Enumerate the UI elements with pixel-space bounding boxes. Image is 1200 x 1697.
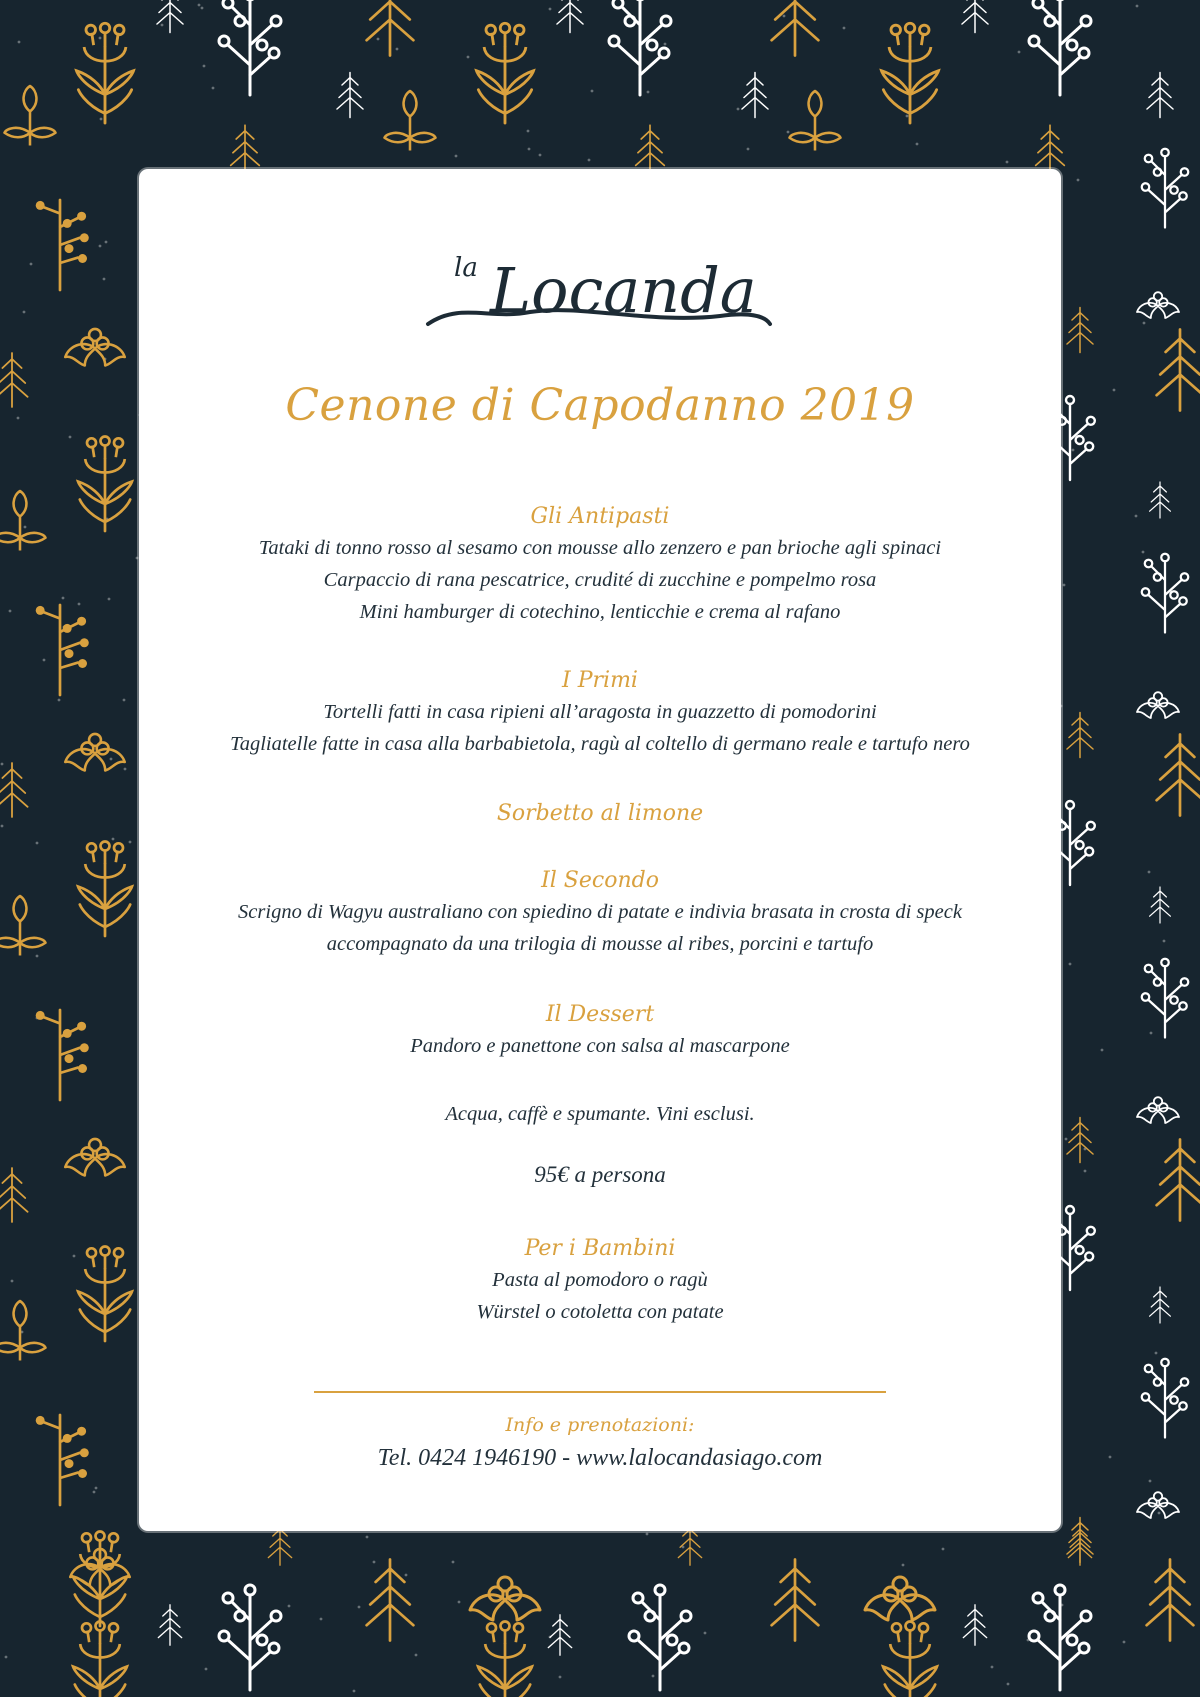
flower-icon xyxy=(883,1622,937,1697)
tree-icon xyxy=(636,125,665,175)
menu-item: Mini hamburger di cotechino, lenticchie e crema al rafano xyxy=(359,601,841,623)
star-dot-icon xyxy=(93,1491,96,1494)
star-dot-icon xyxy=(288,1605,291,1608)
star-dot-icon xyxy=(458,1601,461,1604)
star-dot-icon xyxy=(73,1255,76,1258)
star-dot-icon xyxy=(377,38,380,41)
star-dot-icon xyxy=(646,1533,649,1536)
star-dot-icon xyxy=(36,842,39,845)
star-dot-icon xyxy=(1158,1512,1161,1515)
star-dot-icon xyxy=(212,87,215,90)
price-text: 95€ a persona xyxy=(534,1162,666,1187)
twig-icon xyxy=(1142,149,1189,228)
star-dot-icon xyxy=(9,610,12,613)
star-dot-icon xyxy=(30,263,33,266)
flower-icon xyxy=(78,842,132,937)
twig-icon xyxy=(1029,0,1091,95)
tree-icon xyxy=(772,1560,819,1641)
section-dessert xyxy=(142,1000,1058,1062)
holly-icon xyxy=(65,329,125,366)
tree-icon xyxy=(678,1525,701,1566)
star-dot-icon xyxy=(198,4,201,7)
star-dot-icon xyxy=(1072,449,1075,452)
star-dot-icon xyxy=(1065,1138,1068,1141)
holly-icon xyxy=(65,1139,125,1176)
star-dot-icon xyxy=(1018,51,1021,54)
tree-icon xyxy=(742,73,768,118)
star-dot-icon xyxy=(18,41,21,44)
tree-icon xyxy=(0,353,28,407)
star-dot-icon xyxy=(467,56,470,59)
menu-card xyxy=(142,172,1058,1528)
star-dot-icon xyxy=(902,1564,905,1567)
berry-branch-icon xyxy=(36,1010,89,1100)
page-title: Cenone di Capodanno 2019 xyxy=(285,380,915,431)
star-dot-icon xyxy=(647,91,650,94)
star-dot-icon xyxy=(161,24,164,27)
star-dot-icon xyxy=(1149,1480,1152,1483)
star-dot-icon xyxy=(17,417,20,420)
tree-icon xyxy=(772,0,819,55)
sprout-icon xyxy=(0,491,45,551)
info-block xyxy=(142,1410,1058,1476)
divider-line xyxy=(314,1391,886,1393)
tree-icon xyxy=(157,0,183,33)
star-dot-icon xyxy=(916,143,919,146)
tree-icon xyxy=(963,1605,986,1646)
star-dot-icon xyxy=(664,43,667,46)
flower-icon xyxy=(882,23,939,123)
sprout-icon xyxy=(790,91,841,151)
star-dot-icon xyxy=(95,1487,98,1490)
menu-item: Carpaccio di rana pescatrice, crudité di zucchine e pompelmo rosa xyxy=(323,569,877,591)
holly-icon xyxy=(1137,292,1179,318)
star-dot-icon xyxy=(906,115,909,118)
star-dot-icon xyxy=(747,148,750,151)
menu-item: Würstel o cotoletta con patate xyxy=(476,1301,724,1323)
star-dot-icon xyxy=(99,245,102,248)
star-dot-icon xyxy=(62,597,65,600)
section-sorbetto xyxy=(142,799,1058,829)
star-dot-icon xyxy=(1084,1170,1087,1173)
flower-icon xyxy=(78,1247,132,1342)
star-dot-icon xyxy=(452,1561,455,1564)
star-dot-icon xyxy=(991,1666,994,1669)
info-heading: Info e prenotazioni: xyxy=(505,1414,695,1436)
tree-icon xyxy=(1157,1140,1200,1221)
sprout-icon xyxy=(0,896,45,956)
star-dot-icon xyxy=(108,598,111,601)
star-dot-icon xyxy=(136,557,139,560)
holly-icon xyxy=(65,734,125,771)
star-dot-icon xyxy=(353,1690,356,1693)
extras-note xyxy=(142,1098,1058,1130)
holly-icon xyxy=(470,1577,540,1620)
star-dot-icon xyxy=(1143,322,1146,325)
star-dot-icon xyxy=(139,414,142,417)
star-dot-icon xyxy=(559,1676,562,1679)
star-dot-icon xyxy=(1060,705,1063,708)
tree-icon xyxy=(1157,735,1200,816)
tree-icon xyxy=(1067,1118,1093,1163)
sprout-icon xyxy=(0,1301,45,1361)
star-dot-icon xyxy=(103,278,106,281)
tree-icon xyxy=(1150,1287,1171,1323)
star-dot-icon xyxy=(78,603,81,606)
star-dot-icon xyxy=(1155,1352,1158,1355)
sprout-icon xyxy=(385,91,436,151)
star-dot-icon xyxy=(1,763,4,766)
twig-icon xyxy=(1142,1359,1189,1438)
star-dot-icon xyxy=(320,1618,323,1621)
tree-icon xyxy=(1147,73,1173,118)
menu-item: Tagliatelle fatte in casa alla barbabietola, ragù al coltello di germano reale e tartufo nero xyxy=(230,733,970,755)
star-dot-icon xyxy=(783,15,786,18)
star-dot-icon xyxy=(358,1606,361,1609)
logo-big-text: Locanda xyxy=(490,254,757,327)
star-dot-icon xyxy=(1101,1049,1104,1052)
bambini-heading: Per i Bambini xyxy=(524,1236,676,1261)
star-dot-icon xyxy=(58,699,61,702)
tree-icon xyxy=(337,73,363,118)
star-dot-icon xyxy=(112,838,115,841)
dessert-heading: Il Dessert xyxy=(545,1002,655,1027)
star-dot-icon xyxy=(1142,551,1145,554)
star-dot-icon xyxy=(396,48,399,51)
star-dot-icon xyxy=(415,1654,418,1657)
tree-icon xyxy=(367,0,414,55)
star-dot-icon xyxy=(36,955,39,958)
primi-heading: I Primi xyxy=(562,668,638,693)
tree-icon xyxy=(0,1168,28,1222)
menu-item: Scrigno di Wagyu australiano con spiedino di patate e indivia brasata in crosta di speck xyxy=(238,901,962,923)
flower-icon xyxy=(77,23,134,123)
tree-icon xyxy=(1036,125,1065,175)
star-dot-icon xyxy=(704,1632,707,1635)
twig-icon xyxy=(1142,554,1189,633)
star-dot-icon xyxy=(43,659,46,662)
twig-icon xyxy=(1029,1585,1091,1690)
tree-icon xyxy=(158,1605,181,1646)
star-dot-icon xyxy=(528,148,531,151)
star-dot-icon xyxy=(787,131,790,134)
logo-small-text: la xyxy=(454,253,478,283)
star-dot-icon xyxy=(1148,871,1151,874)
star-dot-icon xyxy=(588,159,591,162)
tree-icon xyxy=(1150,482,1171,518)
flower-icon xyxy=(478,1622,532,1697)
tree-icon xyxy=(1147,1560,1194,1641)
star-dot-icon xyxy=(549,8,552,11)
star-dot-icon xyxy=(737,108,740,111)
star-dot-icon xyxy=(1,825,4,828)
twig-icon xyxy=(219,1585,281,1690)
tree-icon xyxy=(268,1525,291,1566)
sorbetto-heading: Sorbetto al limone xyxy=(496,801,704,826)
holly-icon xyxy=(1137,692,1179,718)
star-dot-icon xyxy=(100,118,103,121)
star-dot-icon xyxy=(652,1675,655,1678)
star-dot-icon xyxy=(527,130,530,133)
berry-branch-icon xyxy=(36,200,89,290)
star-dot-icon xyxy=(1150,1032,1153,1035)
star-dot-icon xyxy=(1109,1456,1112,1459)
tree-icon xyxy=(231,125,260,175)
star-dot-icon xyxy=(69,436,72,439)
holly-icon xyxy=(865,1577,935,1620)
star-dot-icon xyxy=(1136,5,1139,8)
menu-item: Tataki di tonno rosso al sesamo con mousse allo zenzero e pan brioche agli spinaci xyxy=(258,537,942,559)
tree-icon xyxy=(1067,713,1093,758)
holly-icon xyxy=(1137,1097,1179,1123)
star-dot-icon xyxy=(366,1536,369,1539)
star-dot-icon xyxy=(1113,389,1116,392)
twig-icon xyxy=(629,1585,691,1690)
star-dot-icon xyxy=(373,1561,376,1564)
star-dot-icon xyxy=(105,241,108,244)
menu-item: accompagnato da una trilogia di mousse al ribes, porcini e tartufo xyxy=(326,933,874,955)
twig-icon xyxy=(1142,959,1189,1038)
star-dot-icon xyxy=(1123,1641,1126,1644)
secondo-heading: Il Secondo xyxy=(541,868,659,893)
berry-branch-icon xyxy=(36,605,89,695)
section-primi xyxy=(142,666,1058,760)
star-dot-icon xyxy=(405,1574,408,1577)
flower-icon xyxy=(73,1622,127,1697)
section-secondo xyxy=(142,866,1058,960)
contact-line: Tel. 0424 1946190 - www.lalocandasiago.com xyxy=(377,1445,823,1471)
berry-branch-icon xyxy=(36,1415,89,1505)
extras-text: Acqua, caffè e spumante. Vini esclusi. xyxy=(445,1103,755,1125)
star-dot-icon xyxy=(201,7,204,10)
star-dot-icon xyxy=(123,699,126,702)
tree-icon xyxy=(367,1560,414,1641)
star-dot-icon xyxy=(455,155,458,158)
section-antipasti xyxy=(142,502,1058,628)
menu-item: Pasta al pomodoro o ragù xyxy=(492,1269,708,1291)
star-dot-icon xyxy=(539,154,542,157)
star-dot-icon xyxy=(23,311,26,314)
tree-icon xyxy=(548,1615,571,1656)
tree-icon xyxy=(1157,330,1200,411)
logo-mark xyxy=(420,232,780,342)
star-dot-icon xyxy=(1006,161,1009,164)
star-dot-icon xyxy=(591,90,594,93)
star-dot-icon xyxy=(1077,179,1080,182)
star-dot-icon xyxy=(129,841,132,844)
price-block xyxy=(142,1162,1058,1188)
star-dot-icon xyxy=(1069,963,1072,966)
flower-icon xyxy=(78,437,132,532)
star-dot-icon xyxy=(110,758,113,761)
menu-item: Tortelli fatti in casa ripieni all’aragosta in guazzetto di pomodorini xyxy=(323,701,877,723)
sprout-icon xyxy=(4,86,55,146)
star-dot-icon xyxy=(24,526,27,529)
tree-icon xyxy=(557,0,583,33)
star-dot-icon xyxy=(203,65,206,68)
antipasti-heading: Gli Antipasti xyxy=(530,504,670,529)
star-dot-icon xyxy=(1135,515,1138,518)
restaurant-logo xyxy=(142,232,1058,342)
star-dot-icon xyxy=(942,1548,945,1551)
tree-icon xyxy=(962,0,988,33)
star-dot-icon xyxy=(124,768,127,771)
star-dot-icon xyxy=(1163,940,1166,943)
star-dot-icon xyxy=(1063,584,1066,587)
star-dot-icon xyxy=(205,1668,208,1671)
section-bambini xyxy=(142,1234,1058,1328)
star-dot-icon xyxy=(1007,1683,1010,1686)
holly-icon xyxy=(1137,1492,1179,1518)
star-dot-icon xyxy=(99,37,102,40)
twig-icon xyxy=(609,0,671,95)
tree-icon xyxy=(1150,887,1171,923)
star-dot-icon xyxy=(11,1280,14,1283)
menu-item: Pandoro e panettone con salsa al mascarpone xyxy=(410,1035,790,1057)
star-dot-icon xyxy=(843,27,846,30)
star-dot-icon xyxy=(5,1656,8,1659)
tree-icon xyxy=(1067,308,1093,353)
flower-icon xyxy=(477,23,534,123)
tree-icon xyxy=(0,763,28,817)
twig-icon xyxy=(219,0,281,95)
